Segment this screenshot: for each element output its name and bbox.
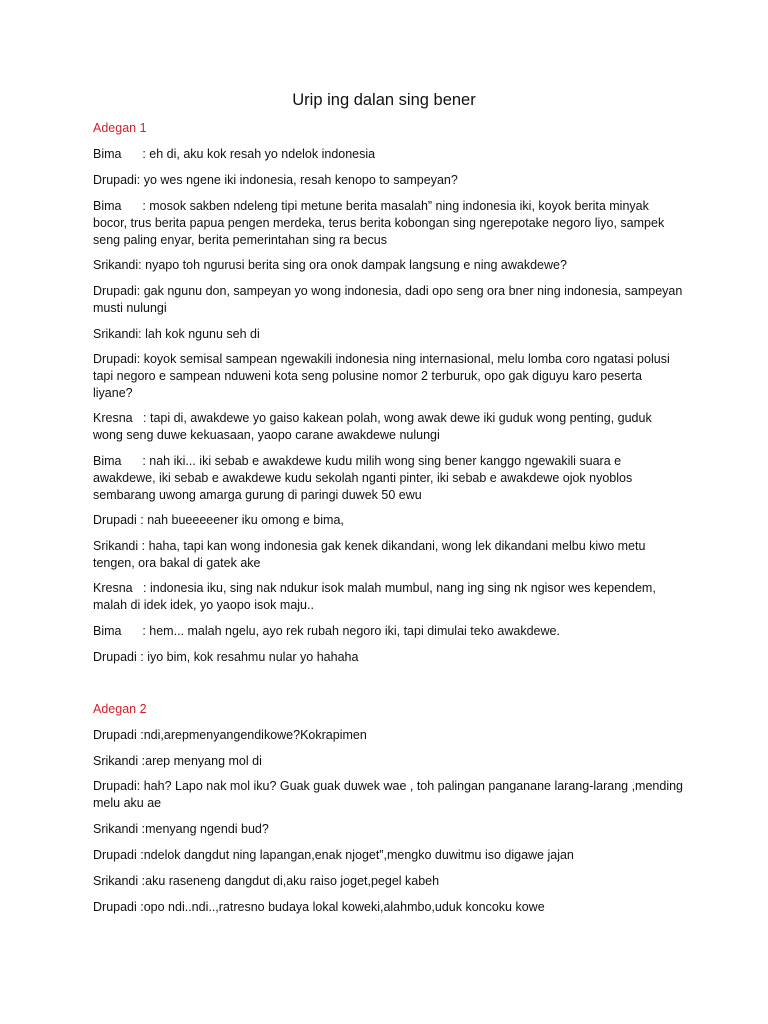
dialogue-text: :arep menyang mol di: [141, 754, 262, 768]
speaker-name: Drupadi: [93, 779, 137, 793]
speaker-name: Srikandi: [93, 327, 139, 341]
dialogue-line: [93, 623, 683, 640]
speaker-name: Drupadi: [93, 513, 141, 527]
scene-heading: Adegan 2: [93, 702, 147, 716]
speaker-name: Bima: [93, 624, 143, 638]
dialogue-line: [93, 146, 683, 163]
speaker-name: Bima: [93, 199, 143, 213]
speaker-name: Bima: [93, 454, 143, 468]
dialogue-line: [93, 753, 683, 770]
dialogue-line: [93, 778, 683, 812]
dialogue-text: : haha, tapi kan wong indonesia gak kenek dikandani, wong lek dikandani melbu kiwo metu tengen, ora bakal di gatek ake: [93, 539, 646, 570]
speaker-name: Drupadi: [93, 173, 137, 187]
dialogue-text: : yo wes ngene iki indonesia, resah kenopo to sampeyan?: [136, 173, 458, 187]
dialogue-text: : nyapo toh ngurusi berita sing ora onok dampak langsung e ning awakdewe?: [138, 258, 567, 272]
dialogue-text: :ndelok dangdut ning lapangan,enak njoget”,mengko duwitmu iso digawe jajan: [140, 848, 574, 862]
dialogue-line: [93, 580, 683, 614]
dialogue-text: : hah? Lapo nak mol iku? Guak guak duwek wae , toh palingan panganane larang-larang ,mending melu aku ae: [93, 779, 683, 810]
dialogue-line: [93, 351, 683, 402]
speaker-name: Drupadi: [93, 352, 137, 366]
dialogue-text: : nah iki... iki sebab e awakdewe kudu milih wong sing bener kanggo ngewakili suara e awakdewe, iki sebab e awakdewe kudu sekolah nganti pinter, iki sebab e awakdewe ojok nyoblos sembarang uwong amarga gurung di paringi duwek 50 ewu: [93, 454, 633, 502]
dialogue-line: [93, 172, 683, 189]
dialogue-line: [93, 512, 683, 529]
speaker-name: Drupadi: [93, 284, 137, 298]
dialogue-text: : gak ngunu don, sampeyan yo wong indonesia, dadi opo seng ora bner ning indonesia, sampeyan musti nulungi: [93, 284, 683, 315]
speaker-name: Kresna: [93, 411, 144, 425]
dialogue-line: [93, 538, 683, 572]
speaker-name: Drupadi: [93, 848, 141, 862]
dialogue-line: [93, 257, 683, 274]
speaker-name: Srikandi: [93, 539, 142, 553]
speaker-name: Drupadi: [93, 728, 141, 742]
dialogue-line: [93, 899, 683, 916]
dialogue-line: [93, 727, 683, 744]
dialogue-line: [93, 649, 683, 666]
dialogue-text: : koyok semisal sampean ngewakili indonesia ning internasional, melu lomba coro ngatasi polusi tapi negoro e sampean nduweni kota seng polusine nomor 2 terburuk, opo gak diguyu karo peserta liyane?: [93, 352, 670, 400]
dialogue-line: [93, 847, 683, 864]
dialogue-text: :opo ndi..ndi..,ratresno budaya lokal koweki,alahmbo,uduk koncoku kowe: [140, 900, 545, 914]
speaker-name: Srikandi: [93, 754, 142, 768]
scene-heading: Adegan 1: [93, 121, 147, 135]
speaker-name: Kresna: [93, 581, 144, 595]
dialogue-text: : lah kok ngunu seh di: [138, 327, 260, 341]
dialogue-line: [93, 198, 683, 249]
dialogue-text: : mosok sakben ndeleng tipi metune berita masalah” ning indonesia iki, koyok berita minyak bocor, trus berita papua pengen merdeka, terus berita kobongan sing ngerepotake negoro liyo, sampek seng paling enyar, berita pemerintahan sing ra becus: [93, 199, 665, 247]
dialogue-line: [93, 410, 683, 444]
dialogue-line: [93, 283, 683, 317]
dialogue-line: [93, 326, 683, 343]
speaker-name: Srikandi: [93, 874, 142, 888]
speaker-name: Srikandi: [93, 822, 142, 836]
document-title: Urip ing dalan sing bener: [292, 91, 476, 109]
dialogue-line: [93, 821, 683, 838]
dialogue-text: : nah bueeeeener iku omong e bima,: [140, 513, 344, 527]
dialogue-text: : eh di, aku kok resah yo ndelok indonesia: [142, 147, 376, 161]
speaker-name: Drupadi: [93, 900, 141, 914]
speaker-name: Drupadi: [93, 650, 141, 664]
dialogue-text: : tapi di, awakdewe yo gaiso kakean polah, wong awak dewe iki guduk wong penting, guduk wong seng duwe kekuasaan, yaopo carane awakdewe nulungi: [93, 411, 652, 442]
dialogue-text: :aku raseneng dangdut di,aku raiso joget,pegel kabeh: [141, 874, 440, 888]
dialogue-line: [93, 453, 683, 504]
dialogue-text: :ndi,arepmenyangendikowe?Kokrapimen: [140, 728, 367, 742]
dialogue-text: : indonesia iku, sing nak ndukur isok malah mumbul, nang ing sing nk ngisor wes kependem, malah di idek idek, yo yaopo isok maju..: [93, 581, 656, 612]
dialogue-text: :menyang ngendi bud?: [141, 822, 269, 836]
dialogue-line: [93, 873, 683, 890]
dialogue-text: : hem... malah ngelu, ayo rek rubah negoro iki, tapi dimulai teko awakdewe.: [142, 624, 560, 638]
speaker-name: Bima: [93, 147, 143, 161]
dialogue-text: : iyo bim, kok resahmu nular yo hahaha: [140, 650, 359, 664]
speaker-name: Srikandi: [93, 258, 139, 272]
